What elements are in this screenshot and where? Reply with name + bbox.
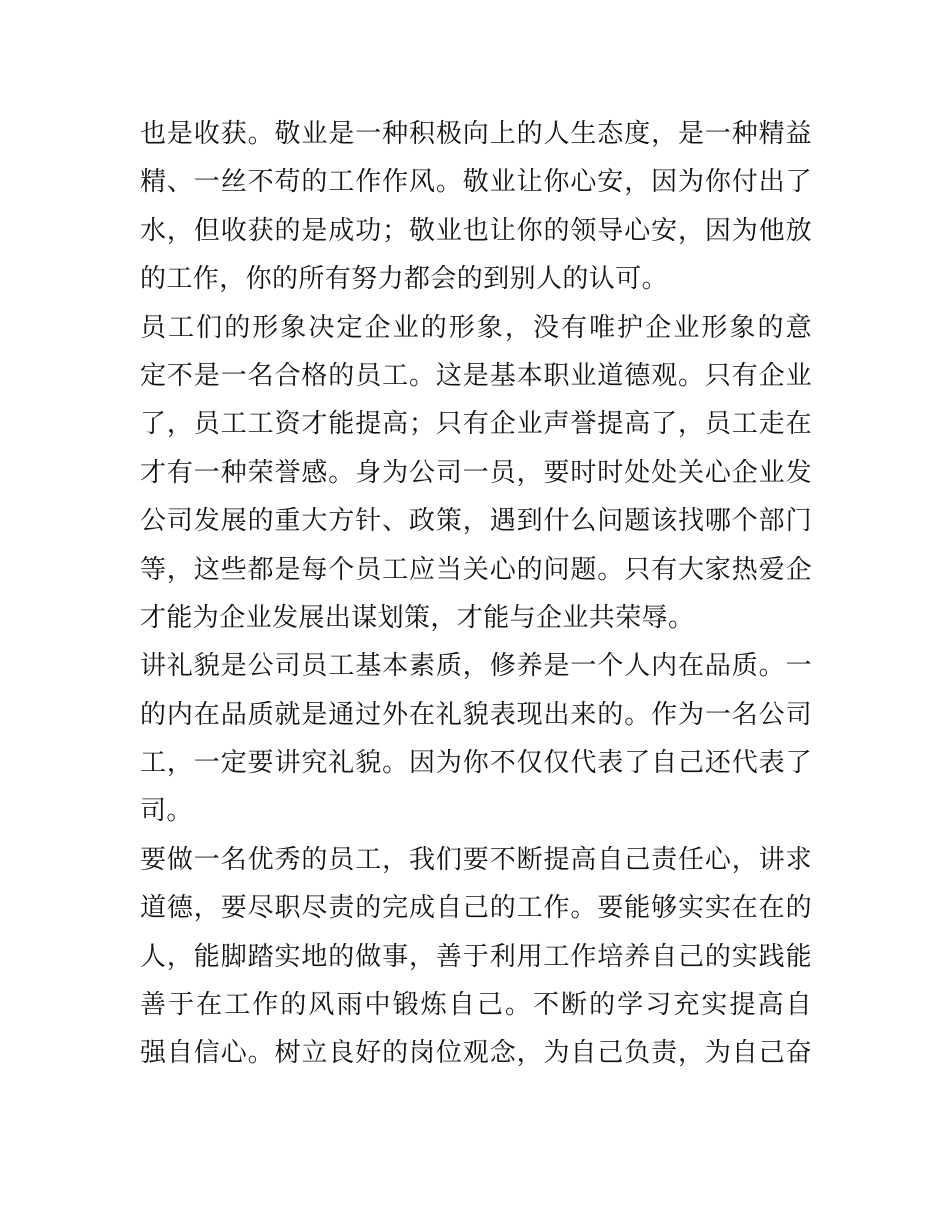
text-line: 的内在品质就是通过外在礼貌表现出来的。作为一名公司 xyxy=(140,699,812,730)
text-line: 才有一种荣誉感。身为公司一员，要时时处处关心企业发 xyxy=(140,457,812,488)
body-text xyxy=(140,110,812,1078)
text-line: 工，一定要讲究礼貌。因为你不仅仅代表了自己还代表了 xyxy=(140,748,812,779)
text-line: 的工作，你的所有努力都会的到别人的认可。 xyxy=(140,264,669,295)
text-line: 了，员工工资才能提高；只有企业声誉提高了，员工走在 xyxy=(140,409,812,440)
text-line: 也是收获。敬业是一种积极向上的人生态度，是一种精益 xyxy=(140,119,812,149)
text-line: 要做一名优秀的员工，我们要不断提高自己责任心，讲求 xyxy=(140,844,812,875)
text-line: 等，这些都是每个员工应当关心的问题。只有大家热爱企 xyxy=(140,554,812,585)
text-line: 善于在工作的风雨中锻炼自己。不断的学习充实提高自 xyxy=(140,990,812,1021)
text-line: 公司发展的重大方针、政策，遇到什么问题该找哪个部门 xyxy=(140,506,812,537)
text-line: 道德，要尽职尽责的完成自己的工作。要能够实实在在的 xyxy=(140,893,812,924)
text-line: 才能为企业发展出谋划策，才能与企业共荣辱。 xyxy=(140,602,695,633)
text-line: 水，但收获的是成功；敬业也让你的领导心安，因为他放 xyxy=(140,215,812,246)
text-line: 司。 xyxy=(140,796,193,827)
text-line: 人，能脚踏实地的做事，善于利用工作培养自己的实践能 xyxy=(140,941,812,972)
text-line: 员工们的形象决定企业的形象，没有唯护企业形象的意 xyxy=(140,312,812,343)
text-line: 强自信心。树立良好的岗位观念，为自己负责，为自己奋 xyxy=(140,1038,812,1069)
text-line: 讲礼貌是公司员工基本素质，修养是一个人内在品质。一 xyxy=(140,651,812,682)
text-line: 定不是一名合格的员工。这是基本职业道德观。只有企业 xyxy=(140,360,812,391)
text-line: 精、一丝不苟的工作作风。敬业让你心安，因为你付出了 xyxy=(140,167,812,198)
